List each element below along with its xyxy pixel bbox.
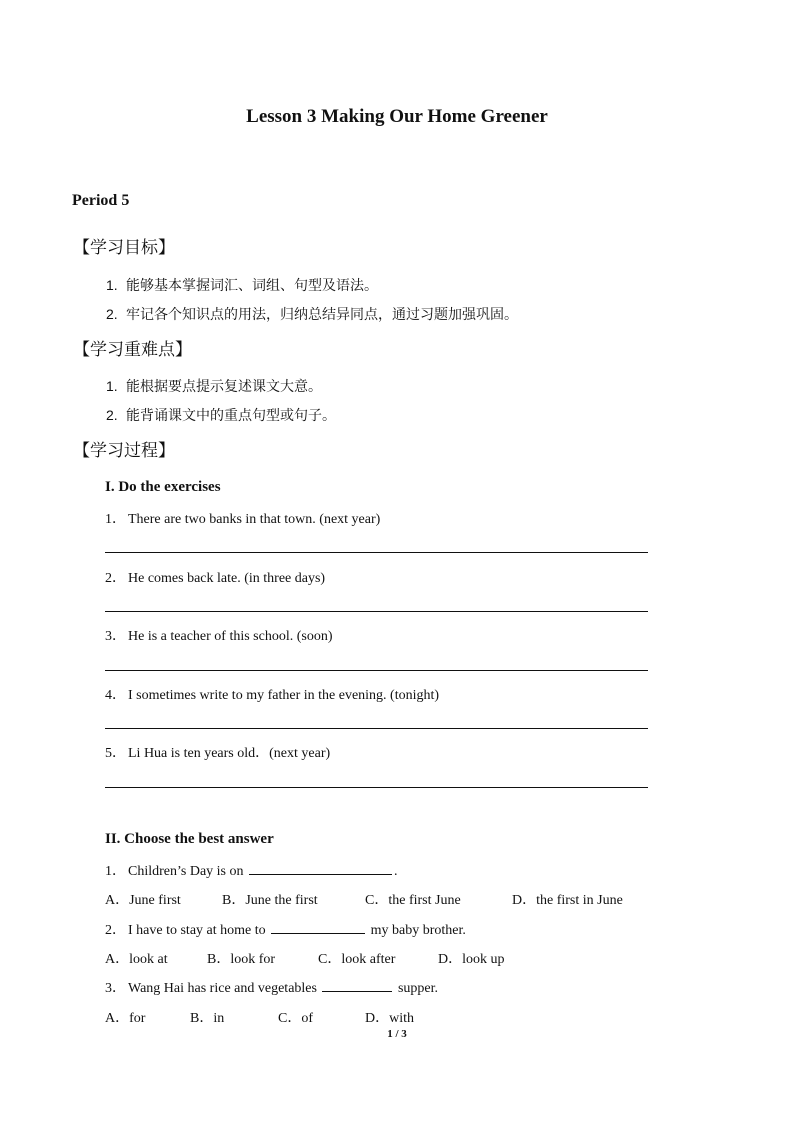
exercise-question: [105, 742, 330, 762]
question-text: Li Hua is ten years old．(next year): [128, 746, 331, 761]
period-label: Period 5: [72, 192, 130, 209]
page-title: Lesson 3 Making Our Home Greener: [246, 106, 548, 127]
option-d[interactable]: D．with: [365, 1011, 414, 1026]
answer-line[interactable]: [105, 787, 648, 788]
question-number: 2．: [105, 923, 126, 938]
goal-item-number: 2.: [106, 306, 118, 322]
question-number: 1．: [105, 864, 126, 879]
question-text: He comes back late. (in three days): [128, 571, 326, 586]
key-point-number: 1.: [106, 378, 118, 394]
question-text: There are two banks in that town. (next year): [128, 512, 381, 527]
option-a[interactable]: A．for: [105, 1011, 146, 1026]
option-c[interactable]: C．of: [278, 1011, 313, 1026]
option-d[interactable]: D．look up: [438, 952, 505, 967]
question-number: 1．: [105, 512, 126, 527]
page-number: 1 / 3: [387, 1028, 407, 1040]
answer-line[interactable]: [105, 611, 648, 612]
answer-blank[interactable]: [322, 979, 392, 992]
option-b[interactable]: B．June the first: [222, 893, 318, 908]
option-b[interactable]: B．in: [190, 1011, 225, 1026]
exercise-question: [105, 567, 325, 587]
section1-title: I. Do the exercises: [105, 479, 221, 495]
answer-blank[interactable]: [271, 921, 365, 934]
key-point-text: 能背诵课文中的重点句型或句子。: [126, 408, 336, 424]
question-text: He is a teacher of this school. (soon): [128, 629, 333, 644]
option-b[interactable]: B．look for: [207, 952, 276, 967]
exercise-question: [105, 625, 333, 645]
key-points-heading: 【学习重难点】: [73, 340, 192, 360]
question-number: 5．: [105, 746, 126, 761]
choice-question: [105, 919, 466, 939]
goal-item-text: 能够基本掌握词汇、词组、句型及语法。: [126, 278, 378, 294]
question-number: 3．: [105, 981, 126, 996]
question-text-before: Children’s Day is on: [128, 864, 244, 879]
exercise-question: [105, 508, 380, 528]
goal-item: [106, 275, 378, 295]
goal-item-number: 1.: [106, 277, 118, 293]
question-number: 4．: [105, 688, 126, 703]
question-text-after: supper.: [397, 981, 439, 996]
question-text-after: my baby brother.: [370, 923, 466, 938]
question-number: 3．: [105, 629, 126, 644]
key-point-item: [106, 376, 322, 396]
option-a[interactable]: A．June first: [105, 893, 181, 908]
exercise-question: [105, 684, 439, 704]
goal-item: [106, 304, 518, 324]
option-c[interactable]: C．the first June: [365, 893, 461, 908]
answer-line[interactable]: [105, 670, 648, 671]
question-number: 2．: [105, 571, 126, 586]
key-point-number: 2.: [106, 407, 118, 423]
option-c[interactable]: C．look after: [318, 952, 396, 967]
choice-question: [105, 977, 438, 997]
process-heading: 【学习过程】: [73, 441, 175, 461]
answer-line[interactable]: [105, 552, 648, 553]
question-text-before: Wang Hai has rice and vegetables: [128, 981, 317, 996]
option-a[interactable]: A．look at: [105, 952, 168, 967]
question-text-after: .: [394, 864, 398, 879]
answer-blank[interactable]: [249, 862, 392, 875]
key-point-text: 能根据要点提示复述课文大意。: [126, 379, 322, 395]
question-text-before: I have to stay at home to: [128, 923, 266, 938]
answer-line[interactable]: [105, 728, 648, 729]
goals-heading: 【学习目标】: [73, 238, 175, 258]
goal-item-text: 牢记各个知识点的用法，归纳总结异同点，通过习题加强巩固。: [126, 307, 518, 323]
question-text: I sometimes write to my father in the evening. (tonight): [128, 688, 440, 703]
section2-title: II. Choose the best answer: [105, 831, 274, 847]
key-point-item: [106, 405, 336, 425]
choice-question: [105, 860, 398, 880]
option-d[interactable]: D．the first in June: [512, 893, 623, 908]
